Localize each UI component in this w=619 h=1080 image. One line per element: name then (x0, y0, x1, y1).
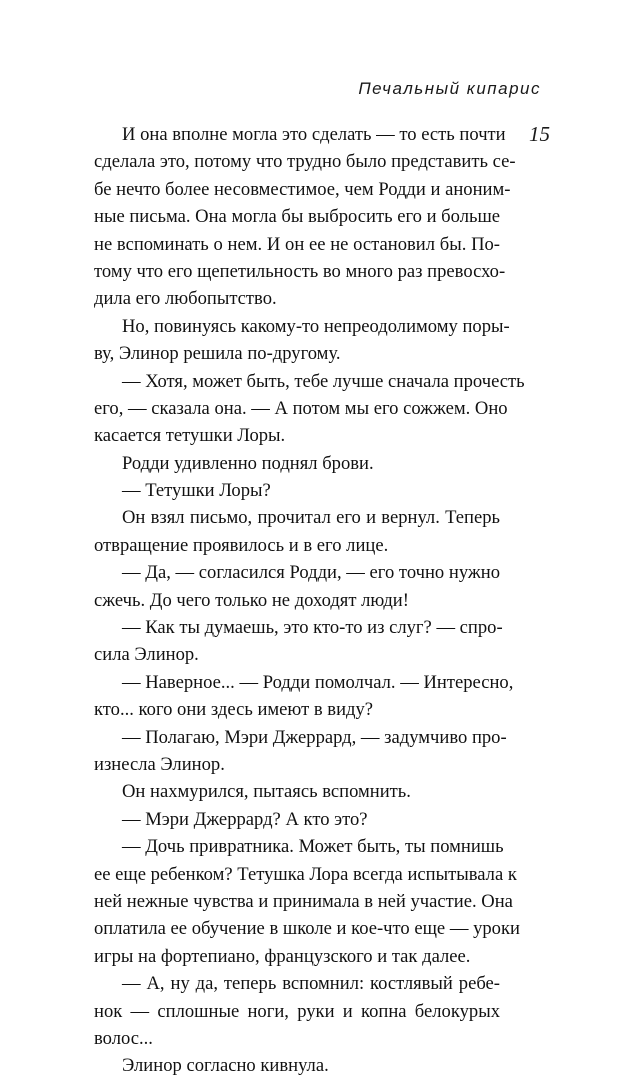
text-line: нок — сплошные ноги, руки и копна белокурых (94, 1000, 500, 1022)
text-line: кто... кого они здесь имеют в виду? (94, 699, 374, 721)
text-line: ее еще ребенком? Тетушка Лора всегда испытывала к (94, 863, 517, 885)
text-line: не вспоминать о нем. И он ее не остановил бы. По- (94, 233, 500, 255)
text-line: ней нежные чувства и принимала в ней участие. Она (94, 890, 513, 912)
text-line: дила его любопытство. (94, 288, 277, 310)
text-line: Он взял письмо, прочитал его и вернул. Теперь (122, 507, 500, 529)
text-line: — Да, — согласился Родди, — его точно нужно (122, 562, 500, 584)
text-line: ные письма. Она могла бы выбросить его и больше (94, 206, 501, 228)
text-line: Элинор согласно кивнула. (122, 1055, 329, 1077)
text-line: касается тетушки Лоры. (94, 425, 286, 447)
page-number: 15 (529, 122, 550, 146)
text-line: — Хотя, может быть, тебе лучше сначала прочесть (122, 370, 525, 392)
text-line: — А, ну да, теперь вспомнил: костлявый ребе- (122, 973, 500, 995)
text-line: сила Элинор. (94, 644, 199, 666)
text-line: Но, повинуясь какому-то непреодолимому поры- (122, 315, 510, 337)
text-line: отвращение проявилось и в его лице. (94, 534, 389, 556)
text-line: тому что его щепетильность во много раз превосхо- (94, 260, 506, 282)
text-line: Он нахмурился, пытаясь вспомнить. (122, 781, 411, 803)
text-line: Родди удивленно поднял брови. (122, 452, 374, 474)
text-line: — Мэри Джеррард? А кто это? (122, 808, 368, 830)
running-header: Печальный кипарис (358, 79, 541, 98)
text-line: — Полагаю, Мэри Джеррард, — задумчиво про- (122, 726, 507, 748)
text-line: — Дочь привратника. Может быть, ты помнишь (122, 836, 504, 858)
text-line: ву, Элинор решила по-другому. (94, 343, 341, 365)
text-line: сжечь. До чего только не доходят люди! (94, 589, 409, 611)
text-line: изнесла Элинор. (94, 753, 225, 775)
text-line: оплатила ее обучение в школе и кое-что еще — уроки (94, 918, 520, 940)
text-line: волос... (94, 1027, 153, 1049)
body-text (94, 121, 525, 1080)
text-line: игры на фортепиано, французского и так далее. (94, 945, 471, 967)
text-line: — Как ты думаешь, это кто-то из слуг? — спро- (122, 617, 503, 639)
text-line: сделала это, потому что трудно было представить се- (94, 151, 516, 173)
text-line: бе нечто более несовместимое, чем Родди и аноним- (94, 178, 511, 200)
text-line: — Тетушки Лоры? (122, 480, 271, 502)
text-line: И она вполне могла это сделать — то есть почти (122, 124, 506, 145)
text-line: — Наверное... — Родди помолчал. — Интересно, (122, 671, 514, 693)
text-line: его, — сказала она. — А потом мы его сожжем. Оно (94, 397, 508, 419)
